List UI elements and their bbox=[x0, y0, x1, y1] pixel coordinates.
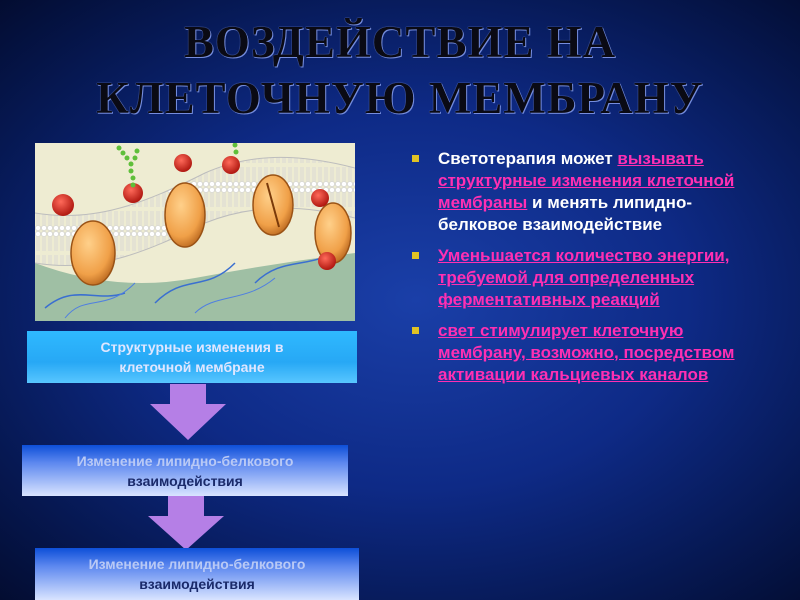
bullet-item-3 bbox=[408, 320, 748, 386]
flow-box-lipid-protein-2 bbox=[35, 548, 359, 600]
flow-box-3-line-1: Изменение липидно-белкового bbox=[88, 556, 306, 572]
title-line-1: ВОЗДЕЙСТВИЕ НА bbox=[183, 17, 617, 67]
flow-box-2-line-1: Изменение липидно-белкового bbox=[76, 452, 294, 469]
flow-box-structural-changes bbox=[27, 331, 357, 383]
flow-box-lipid-protein-1 bbox=[22, 445, 348, 496]
hyperlink-energy-reduction[interactable]: Уменьшается количество энергии, требуемой для определенных ферментативных реакций bbox=[438, 246, 730, 309]
bullet-square-icon bbox=[412, 252, 419, 259]
down-arrow-icon bbox=[146, 496, 226, 550]
flow-box-1-line-2: клеточной мембране bbox=[119, 359, 265, 375]
bullet-item-1: Светотерапия может вызывать структурные изменения клеточной мембраны и менять липидно-белковое взаимодействие bbox=[408, 148, 748, 236]
down-arrow-icon bbox=[148, 384, 228, 440]
membrane-illustration bbox=[35, 143, 355, 321]
title-line-2: КЛЕТОЧНУЮ МЕМБРАНУ bbox=[96, 73, 704, 123]
bullet-list bbox=[408, 148, 748, 395]
page-title bbox=[0, 14, 800, 126]
hyperlink-structural-changes[interactable]: вызывать структурные изменения клеточной мембраны bbox=[438, 149, 735, 212]
flow-box-1-line-1: Структурные изменения в bbox=[100, 339, 284, 355]
hyperlink-calcium-channels[interactable]: свет стимулирует клеточную мембрану, возможно, посредством активации кальциевых каналов bbox=[438, 321, 735, 384]
bullet-square-icon bbox=[412, 327, 419, 334]
bullet-item-2 bbox=[408, 245, 748, 311]
bullet-square-icon bbox=[412, 155, 419, 162]
flow-box-3-line-2: взаимодействия bbox=[139, 576, 255, 592]
flow-box-2-line-2: взаимодействия bbox=[127, 472, 243, 489]
